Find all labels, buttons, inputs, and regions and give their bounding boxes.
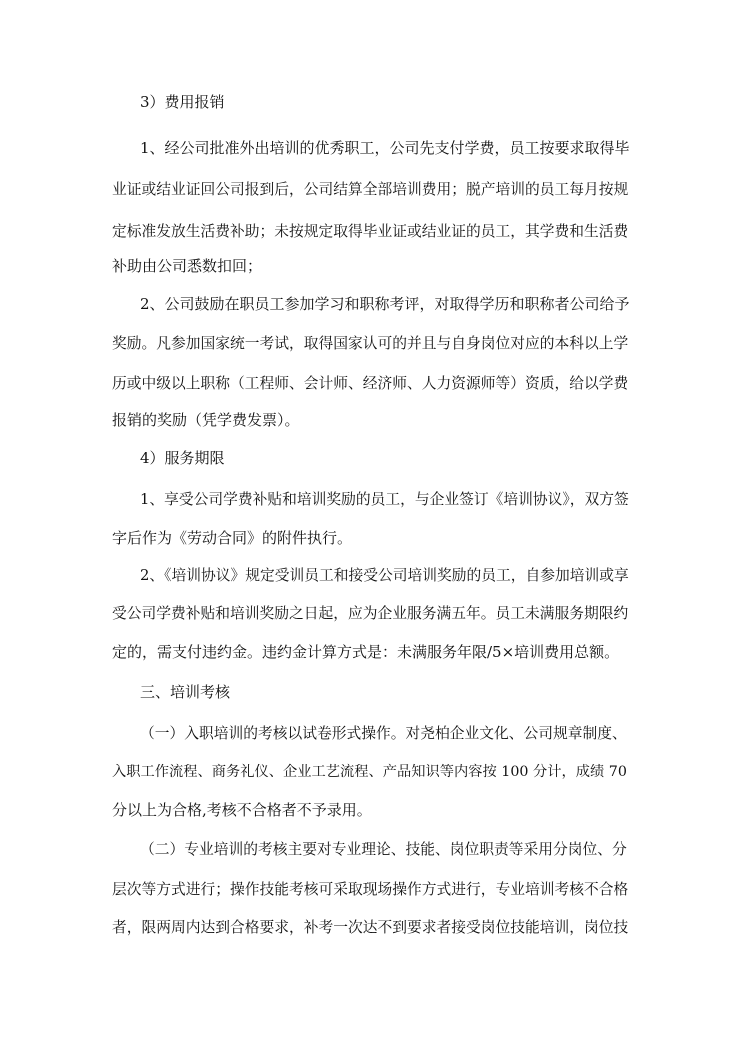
paragraph-line: 2、《培训协议》规定受训员工和接受公司培训奖励的员工，自参加培训或享	[140, 567, 629, 584]
paragraph-line: 业证或结业证回公司报到后，公司结算全部培训费用；脱产培训的员工每月按规	[112, 181, 629, 198]
paragraph-line: 补助由公司悉数扣回；	[112, 257, 263, 275]
paragraph-line: 定标准发放生活费补助；未按规定取得毕业证或结业证的员工，其学费和生活费	[112, 223, 629, 240]
section-heading-training-assessment: 三、培训考核	[140, 683, 231, 701]
paragraph-line: 2、公司鼓励在职员工参加学习和职称考评，对取得学历和职称者公司给予	[140, 295, 630, 313]
paragraph-line: 定的，需支付违约金。违约金计算方式是：未满服务年限/5×培训费用总额。	[112, 643, 620, 661]
paragraph-line: 1、经公司批准外出培训的优秀职工，公司先支付学费，员工按要求取得毕	[140, 139, 630, 157]
section-heading-reimbursement: 3）费用报销	[140, 93, 225, 111]
paragraph-line: 奖励。凡参加国家统一考试，取得国家认可的并且与自身岗位对应的本科以上学	[112, 335, 629, 352]
paragraph-line: 入职工作流程、商务礼仪、企业工艺流程、产品知识等内容按 100 分计，成绩 70	[112, 764, 627, 780]
paragraph-line: 1、享受公司学费补贴和培训奖励的员工，与企业签订《培训协议》，双方签	[140, 491, 629, 508]
paragraph-line: （二）专业培训的考核主要对专业理论、技能、岗位职责等采用分岗位、分	[140, 841, 627, 858]
paragraph-line: 历或中级以上职称（工程师、会计师、经济师、人力资源师等）资质，给以学费	[112, 375, 629, 392]
paragraph-line: 报销的奖励（凭学费发票）。	[112, 411, 300, 429]
paragraph-line: 受公司学费补贴和培训奖励之日起，应为企业服务满五年。员工未满服务期限约	[112, 605, 629, 622]
paragraph-line: 字后作为《劳动合同》的附件执行。	[112, 529, 353, 547]
paragraph-line: 者，限两周内达到合格要求，补考一次达不到要求者接受岗位技能培训，岗位技	[112, 919, 629, 936]
section-heading-service-period: 4）服务期限	[140, 449, 225, 467]
paragraph-line: 层次等方式进行；操作技能考核可采取现场操作方式进行，专业培训考核不合格	[112, 881, 629, 898]
paragraph-line: 分以上为合格,考核不合格者不予录用。	[112, 801, 372, 819]
paragraph-line: （一）入职培训的考核以试卷形式操作。对尧柏企业文化、公司规章制度、	[140, 725, 627, 742]
